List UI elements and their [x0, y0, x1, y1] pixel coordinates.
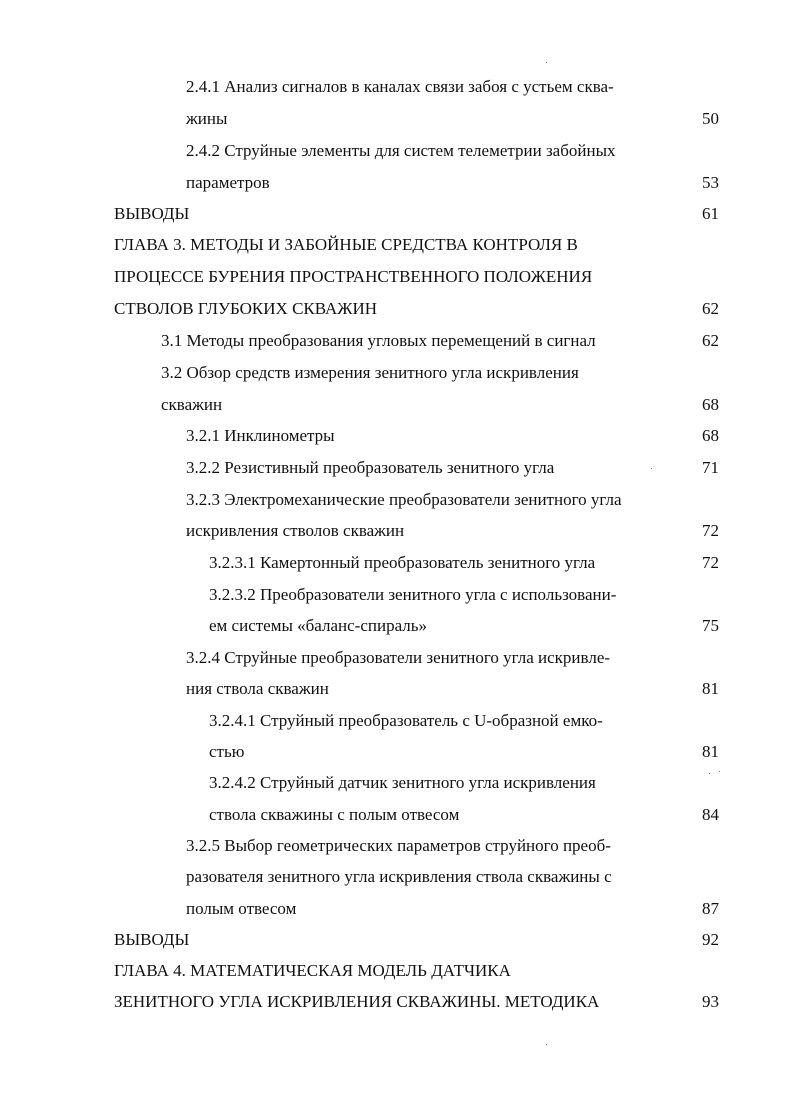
toc-page-chapter-3: 62 [702, 299, 719, 318]
toc-entry-2-4-1-line-2: жины [186, 109, 228, 128]
toc-page-3-2: 68 [702, 395, 719, 414]
toc-entry-3-2-4-line-2: ния ствола скважин [186, 679, 329, 698]
scan-speck [651, 468, 652, 469]
toc-chapter-4-line-1: ГЛАВА 4. МАТЕМАТИЧЕСКАЯ МОДЕЛЬ ДАТЧИКА [114, 961, 511, 980]
toc-page-2-4-2: 53 [702, 173, 719, 192]
toc-entry-3-2-5-line-2: разователя зенитного угла искривления ствола скважины с [186, 867, 612, 886]
toc-entry-3-2-1: 3.2.1 Инклинометры [186, 426, 335, 445]
toc-entry-2-4-2-line-1: 2.4.2 Струйные элементы для систем телеметрии забойных [186, 141, 616, 160]
toc-page-3-2-3-2: 75 [702, 616, 719, 635]
toc-page-3-2-3-1: 72 [702, 553, 719, 572]
toc-page-3-2-4-2: 84 [702, 805, 719, 824]
toc-entry-3-2-4-2-line-2: ствола скважины с полым отвесом [209, 805, 460, 824]
toc-chapter-4-line-2: ЗЕНИТНОГО УГЛА ИСКРИВЛЕНИЯ СКВАЖИНЫ. МЕТОДИКА [114, 992, 600, 1011]
scan-speck [709, 773, 710, 774]
scan-speck [546, 62, 547, 63]
toc-entry-3-2-2: 3.2.2 Резистивный преобразователь зенитного угла [186, 458, 555, 477]
toc-entry-3-2-4-1-line-1: 3.2.4.1 Струйный преобразователь с U-образной емко- [209, 711, 603, 730]
toc-page-chapter-4: 93 [702, 992, 719, 1011]
toc-page-3-2-1: 68 [702, 426, 719, 445]
toc-entry-3-2-3-line-1: 3.2.3 Электромеханические преобразователи зенитного угла [186, 490, 622, 509]
toc-page-3-2-5: 87 [702, 899, 719, 918]
toc-entry-3-2-4-line-1: 3.2.4 Струйные преобразователи зенитного угла искривле- [186, 648, 611, 667]
toc-page-conclusions-1: 61 [702, 204, 719, 223]
toc-entry-3-2-5-line-3: полым отвесом [186, 899, 297, 918]
toc-entry-3-1: 3.1 Методы преобразования угловых перемещений в сигнал [161, 331, 596, 350]
toc-entry-2-4-2-line-2: параметров [186, 173, 270, 192]
toc-entry-3-2-3-2-line-1: 3.2.3.2 Преобразователи зенитного угла с использовани- [209, 585, 617, 604]
toc-chapter-3-line-3: СТВОЛОВ ГЛУБОКИХ СКВАЖИН [114, 299, 378, 318]
toc-chapter-3-line-1: ГЛАВА 3. МЕТОДЫ И ЗАБОЙНЫЕ СРЕДСТВА КОНТРОЛЯ В [114, 235, 578, 254]
toc-entry-conclusions-2: ВЫВОДЫ [114, 930, 190, 949]
scan-speck [546, 1044, 547, 1045]
toc-entry-3-2-3-line-2: искривления стволов скважин [186, 521, 405, 540]
toc-entry-3-2-3-1: 3.2.3.1 Камертонный преобразователь зенитного угла [209, 553, 596, 572]
toc-page-3-2-3: 72 [702, 521, 719, 540]
toc-page-conclusions-2: 92 [702, 930, 719, 949]
toc-entry-3-2-3-2-line-2: ем системы «баланс-спираль» [209, 616, 427, 635]
toc-page-3-1: 62 [702, 331, 719, 350]
toc-page-2-4-1: 50 [702, 109, 719, 128]
toc-entry-3-2-4-2-line-1: 3.2.4.2 Струйный датчик зенитного угла искривления [209, 773, 596, 792]
toc-entry-3-2-4-1-line-2: стью [209, 742, 245, 761]
toc-entry-2-4-1-line-1: 2.4.1 Анализ сигналов в каналах связи забоя с устьем сква- [186, 77, 614, 96]
toc-page-3-2-4-1: 81 [702, 742, 719, 761]
scan-speck [719, 771, 720, 772]
toc-entry-3-2-line-2: скважин [161, 395, 223, 414]
toc-entry-conclusions-1: ВЫВОДЫ [114, 204, 190, 223]
toc-page-3-2-2: 71 [702, 458, 719, 477]
toc-page-3-2-4: 81 [702, 679, 719, 698]
toc-chapter-3-line-2: ПРОЦЕССЕ БУРЕНИЯ ПРОСТРАНСТВЕННОГО ПОЛОЖЕНИЯ [114, 267, 593, 286]
toc-entry-3-2-5-line-1: 3.2.5 Выбор геометрических параметров струйного преоб- [186, 836, 611, 855]
toc-entry-3-2-line-1: 3.2 Обзор средств измерения зенитного угла искривления [161, 363, 579, 382]
